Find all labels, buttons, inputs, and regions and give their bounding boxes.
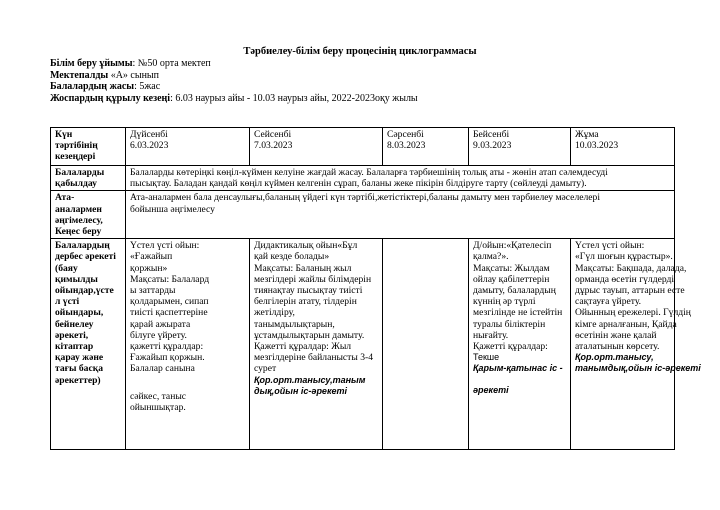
activity-wednesday [383, 239, 469, 450]
parents-row [51, 191, 675, 239]
page-title: Тәрбиелеу-білім беру процесінің циклограммасы [243, 46, 477, 57]
activity-label: Балалардың дербес әрекеті (баяу қимылды ойындар,үсте л үсті ойындары, бейнелеу әрекеті, кітаптар қарау және тағы басқа әрекеттер) [51, 239, 126, 450]
reception-row [51, 166, 675, 191]
meta-class: Мектепалды «А» сынып [50, 69, 159, 81]
header-row [51, 128, 675, 166]
reception-label: Балаларды қабылдау [51, 166, 126, 191]
meta-age: Балалардың жасы: 5жас [50, 81, 161, 92]
activity-thursday: Д/ойын:«Қателесіп қалма?». Мақсаты: Жылдам ойлау қабілеттерін дамыту, балалардың күннің әр түрлі мезгілінде не істейтін туралы біліктерін нығайту. Қажетті құралдар: Текше Қарым-қатынас іс - әрекеті [469, 239, 571, 450]
header-day-friday: Жұма 10.03.2023 [571, 128, 675, 166]
header-day-thursday: Бейсенбі 9.03.2023 [469, 128, 571, 166]
header-day-monday: Дүйсенбі 6.03.2023 [126, 128, 250, 166]
header-day-wednesday: Сәрсенбі 8.03.2023 [383, 128, 469, 166]
friday-activity-type: Қор.орт.танысу, [575, 352, 654, 363]
parents-text: Ата-аналармен бала денсаулығы,баланың үйдегі күн тәртібі,жетістіктері,баланы дамыту мен тәрбиелеу мәселелері бойынша әңгімелесу [126, 191, 675, 239]
cyclogram-table [50, 127, 701, 450]
reception-text: Балаларды көтеріңкі көңіл-күймен келуіне жағдай жасау. Балаларға тәрбиешінің толық аты - жөнін атап сәлемдесуді пысықтау. Баладан қандай көңіл күймен келгенін сұрап, баланы жеке пікірін білдіруге тарту (сөйлеуді дамыту). [126, 166, 675, 191]
meta-org: Білім беру ұйымы: №50 орта мектеп [50, 58, 211, 69]
activity-friday: Үстел үсті ойын: «Гүл шоғын құрастыр». Мақсаты: Бақшада, далада, орманда өсетін гүлдерді дұрыс тауып, аттарын есте сақтауға үйрету. Ойынның ережелері. Гүлдің кімге арналғанын, Қайда өсетінін және қалай аталатынын көрсету. Қор.орт.танысу, танымдық,ойын іс-әрекеті [571, 239, 675, 450]
activity-row [51, 239, 675, 450]
meta-block [50, 58, 418, 104]
header-label-cell: Күн тәртібінің кезеңдері [51, 128, 126, 166]
activity-tuesday: Дидактикалық ойын«Бұл қай кезде болады» Мақсаты: Баланың жыл мезгілдері жайлы білімдерін тиянақтау пысықтау тиісті белгілерін атату, тілдерін жетілдіру, танымдылықтарын, ұстамдылықтарын дамыту. Қажетті құралдар: Жыл мезгілдеріне байланысты 3-4 сурет Қор.орт.танысу,таным дық,ойын іс-әрекеті [250, 239, 383, 450]
thursday-activity-type: Қарым-қатынас іс - [473, 363, 563, 374]
tuesday-activity-type: Қор.орт.танысу,таным [254, 374, 366, 385]
header-day-tuesday: Сейсенбі 7.03.2023 [250, 128, 383, 166]
parents-label: Ата- аналармен әңгімелесу, Кеңес беру [51, 191, 126, 239]
activity-monday: Үстел үсті ойын: «Ғажайып қоржын» Мақсаты: Балалард ы заттарды қолдарымен, сипап тиісті қаспеттеріне қарай ажырата білуге үйрету. қажетті құралдар: Ғажайып қоржын. Балалар санына сәйкес, таныс ойыншықтар. [126, 239, 250, 450]
meta-period: Жоспардың құрылу кезеңі: 6.03 наурыз айы - 10.03 наурыз айы, 2022-2023оқу жылы [50, 92, 418, 104]
